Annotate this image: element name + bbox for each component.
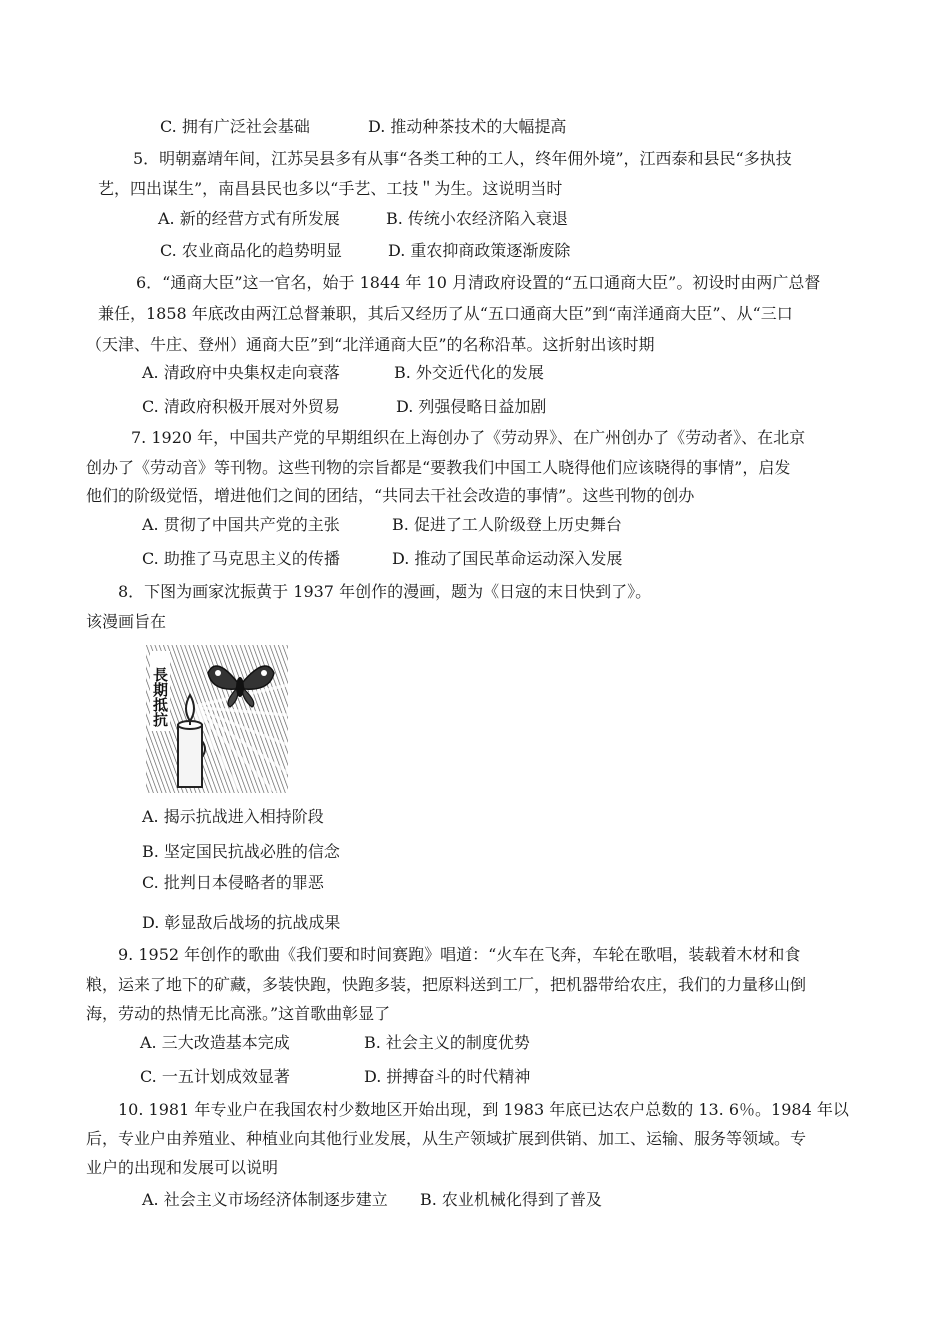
q8-option-b: B. 坚定国民抗战必胜的信念 — [142, 842, 340, 861]
q8-stem-line-1: 8．下图为画家沈振黄于 1937 年创作的漫画，题为《日寇的末日快到了》。 — [118, 582, 652, 601]
q7-stem-line-2: 创办了《劳动音》等刊物。这些刊物的宗旨都是“要教我们中国工人晓得他们应该晓得的事情”，启发 — [86, 458, 791, 477]
q10-option-a: A. 社会主义市场经济体制逐步建立 — [142, 1190, 388, 1209]
q8-option-a: A. 揭示抗战进入相持阶段 — [142, 807, 324, 826]
q6-option-c: C. 清政府积极开展对外贸易 — [142, 397, 340, 416]
q8-stem-line-2: 该漫画旨在 — [86, 612, 167, 631]
q6-option-d: D. 列强侵略日益加剧 — [396, 397, 547, 416]
q9-option-b: B. 社会主义的制度优势 — [364, 1033, 530, 1052]
q6-stem-line-1: 6．“通商大臣”这一官名，始于 1844 年 10 月清政府设置的“五口通商大臣”。初设时由两广总督 — [136, 273, 821, 292]
q10-stem-line-1: 10. 1981 年专业户在我国农村少数地区开始出现，到 1983 年底已达农户总数的 13. 6％。1984 年以 — [118, 1100, 849, 1119]
q5-option-c: C. 农业商品化的趋势明显 — [160, 241, 342, 260]
q8-option-d: D. 彰显敌后战场的抗战成果 — [142, 913, 341, 932]
q7-option-c: C. 助推了马克思主义的传播 — [142, 549, 340, 568]
q5-option-a: A. 新的经营方式有所发展 — [158, 209, 340, 228]
q9-option-c: C. 一五计划成效显著 — [140, 1067, 290, 1086]
q7-option-d: D. 推动了国民革命运动深入发展 — [392, 549, 623, 568]
q7-option-a: A. 贯彻了中国共产党的主张 — [142, 515, 340, 534]
q9-option-a: A. 三大改造基本完成 — [140, 1033, 290, 1052]
q10-stem-line-2: 后，专业户由养殖业、种植业向其他行业发展，从生产领域扩展到供销、加工、运输、服务等领域。专 — [86, 1129, 807, 1148]
cartoon-image — [146, 645, 288, 793]
q10-stem-line-3: 业户的出现和发展可以说明 — [86, 1158, 279, 1177]
q6-option-b: B. 外交近代化的发展 — [394, 363, 544, 382]
q6-option-a: A. 清政府中央集权走向衰落 — [142, 363, 340, 382]
q6-stem-line-2: 兼任，1858 年底改由两江总督兼职，其后又经历了从“五口通商大臣”到“南洋通商大臣”、从“三口 — [98, 304, 793, 323]
q5-stem-line-1: 5．明朝嘉靖年间，江苏吴县多有从事“各类工种的工人，终年佣外境”，江西泰和县民“多执技 — [133, 149, 792, 168]
q4-option-c: C. 拥有广泛社会基础 — [160, 117, 310, 136]
q10-option-b: B. 农业机械化得到了普及 — [420, 1190, 602, 1209]
cartoon-caption: 長期抵抗 — [151, 667, 169, 727]
q7-stem-line-3: 他们的阶级觉悟，增进他们之间的团结，“共同去干社会改造的事情”。这些刊物的创办 — [86, 486, 695, 505]
q5-option-d: D. 重农抑商政策逐渐废除 — [388, 241, 571, 260]
q8-option-c: C. 批判日本侵略者的罪恶 — [142, 873, 324, 892]
q7-stem-line-1: 7. 1920 年，中国共产党的早期组织在上海创办了《劳动界》、在广州创办了《劳动者》、在北京 — [131, 428, 806, 447]
q9-option-d: D. 拼搏奋斗的时代精神 — [364, 1067, 531, 1086]
q6-stem-line-3: （天津、牛庄、登州）通商大臣”到“北洋通商大臣”的名称沿革。这折射出该时期 — [86, 335, 655, 354]
q7-option-b: B. 促进了工人阶级登上历史舞台 — [392, 515, 622, 534]
q9-stem-line-3: 海，劳动的热情无比高涨。”这首歌曲彰显了 — [86, 1004, 391, 1023]
q5-stem-line-2: 艺，四出谋生”，南昌县民也多以“手艺、工技＂为生。这说明当时 — [98, 179, 563, 198]
q9-stem-line-2: 粮，运来了地下的矿藏，多装快跑，快跑多装，把原料送到工厂，把机器带给农庄，我们的力量移山倒 — [86, 975, 807, 994]
q4-option-d: D. 推动种茶技术的大幅提高 — [368, 117, 567, 136]
q9-stem-line-1: 9. 1952 年创作的歌曲《我们要和时间赛跑》唱道：“火车在飞奔，车轮在歌唱，装载着木材和食 — [118, 945, 801, 964]
q5-option-b: B. 传统小农经济陷入衰退 — [386, 209, 568, 228]
